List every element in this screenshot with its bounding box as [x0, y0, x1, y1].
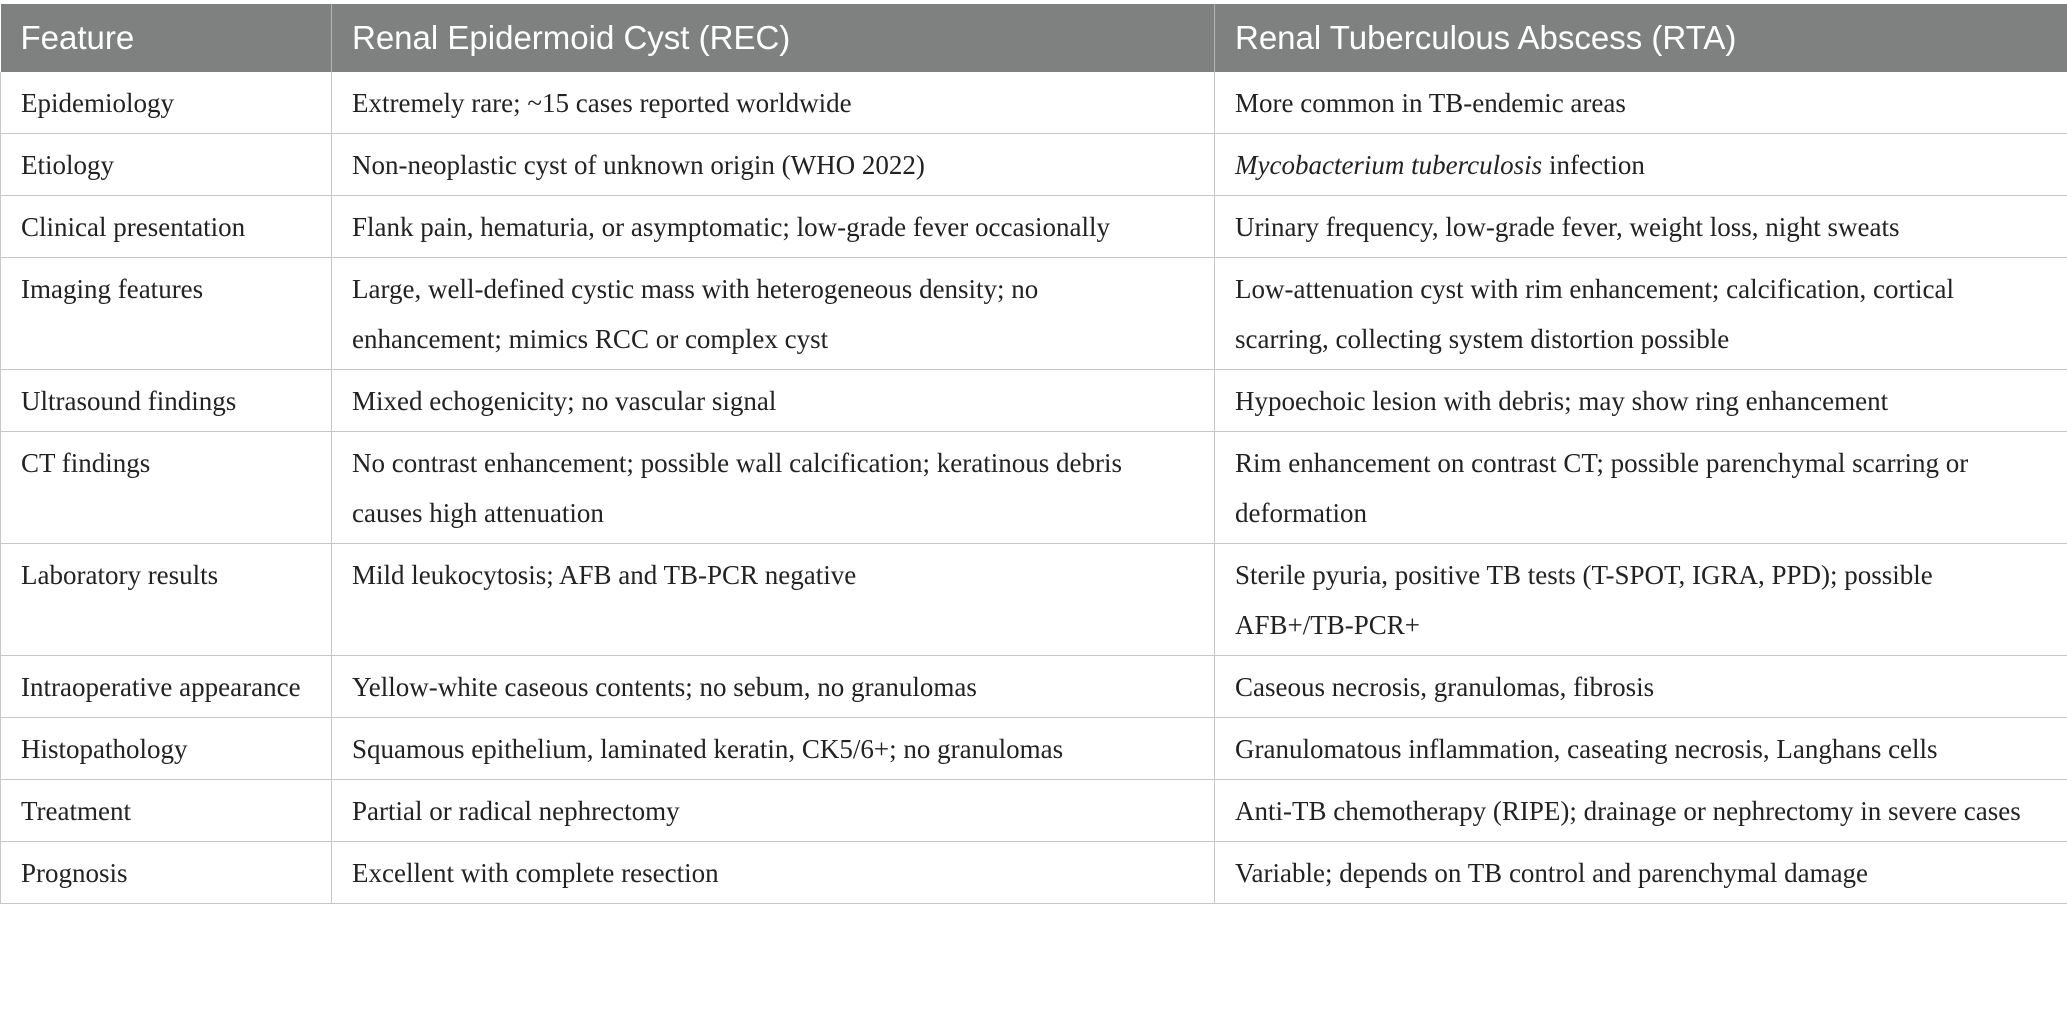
comparison-table-container: [0, 4, 2067, 904]
table-row: [1, 134, 2067, 196]
cell-rta: Granulomatous inflammation, caseating necrosis, Langhans cells: [1215, 718, 2067, 780]
cell-rec: Excellent with complete resection: [332, 842, 1215, 904]
cell-feature: Prognosis: [1, 842, 332, 904]
table-row: [1, 780, 2067, 842]
cell-rta: Hypoechoic lesion with debris; may show ring enhancement: [1215, 370, 2067, 432]
cell-rec: Partial or radical nephrectomy: [332, 780, 1215, 842]
cell-feature: Clinical presentation: [1, 196, 332, 258]
header-rec: Renal Epidermoid Cyst (REC): [332, 4, 1215, 72]
cell-rta: Urinary frequency, low-grade fever, weight loss, night sweats: [1215, 196, 2067, 258]
cell-rta: More common in TB-endemic areas: [1215, 72, 2067, 134]
cell-feature: Histopathology: [1, 718, 332, 780]
table-row: [1, 196, 2067, 258]
cell-rec: Mild leukocytosis; AFB and TB-PCR negative: [332, 544, 1215, 656]
table-body: [1, 72, 2067, 904]
table-row: [1, 258, 2067, 370]
organism-name: Mycobacterium tuberculosis: [1235, 150, 1543, 180]
cell-rta-rest: infection: [1542, 150, 1645, 180]
cell-rec: Squamous epithelium, laminated keratin, CK5/6+; no granulomas: [332, 718, 1215, 780]
cell-rec: Yellow-white caseous contents; no sebum, no granulomas: [332, 656, 1215, 718]
cell-feature: Ultrasound findings: [1, 370, 332, 432]
table-row: [1, 370, 2067, 432]
table-header: [1, 4, 2067, 72]
header-feature: Feature: [1, 4, 332, 72]
cell-rec: No contrast enhancement; possible wall calcification; keratinous debris causes high attenuation: [332, 432, 1215, 544]
cell-feature: Laboratory results: [1, 544, 332, 656]
cell-rec: Flank pain, hematuria, or asymptomatic; low-grade fever occasionally: [332, 196, 1215, 258]
comparison-table: [0, 4, 2067, 904]
cell-rta: Sterile pyuria, positive TB tests (T-SPOT, IGRA, PPD); possible AFB+/TB-PCR+: [1215, 544, 2067, 656]
cell-feature: Imaging features: [1, 258, 332, 370]
cell-rec: Large, well-defined cystic mass with heterogeneous density; no enhancement; mimics RCC or complex cyst: [332, 258, 1215, 370]
table-row: [1, 544, 2067, 656]
header-row: [1, 4, 2067, 72]
table-row: [1, 656, 2067, 718]
cell-rec: Mixed echogenicity; no vascular signal: [332, 370, 1215, 432]
table-row: [1, 432, 2067, 544]
cell-rec: Extremely rare; ~15 cases reported worldwide: [332, 72, 1215, 134]
header-rta: Renal Tuberculous Abscess (RTA): [1215, 4, 2067, 72]
table-row: [1, 72, 2067, 134]
cell-feature: CT findings: [1, 432, 332, 544]
cell-rta: Variable; depends on TB control and parenchymal damage: [1215, 842, 2067, 904]
cell-rta: Rim enhancement on contrast CT; possible parenchymal scarring or deformation: [1215, 432, 2067, 544]
cell-feature: Treatment: [1, 780, 332, 842]
cell-feature: Etiology: [1, 134, 332, 196]
cell-rta: [1215, 134, 2067, 196]
cell-rta: Low-attenuation cyst with rim enhancement; calcification, cortical scarring, collecting system distortion possible: [1215, 258, 2067, 370]
cell-rec: Non-neoplastic cyst of unknown origin (WHO 2022): [332, 134, 1215, 196]
cell-rta: Caseous necrosis, granulomas, fibrosis: [1215, 656, 2067, 718]
table-row: [1, 718, 2067, 780]
table-row: [1, 842, 2067, 904]
cell-feature: Epidemiology: [1, 72, 332, 134]
cell-feature: Intraoperative appearance: [1, 656, 332, 718]
cell-rta: Anti-TB chemotherapy (RIPE); drainage or nephrectomy in severe cases: [1215, 780, 2067, 842]
